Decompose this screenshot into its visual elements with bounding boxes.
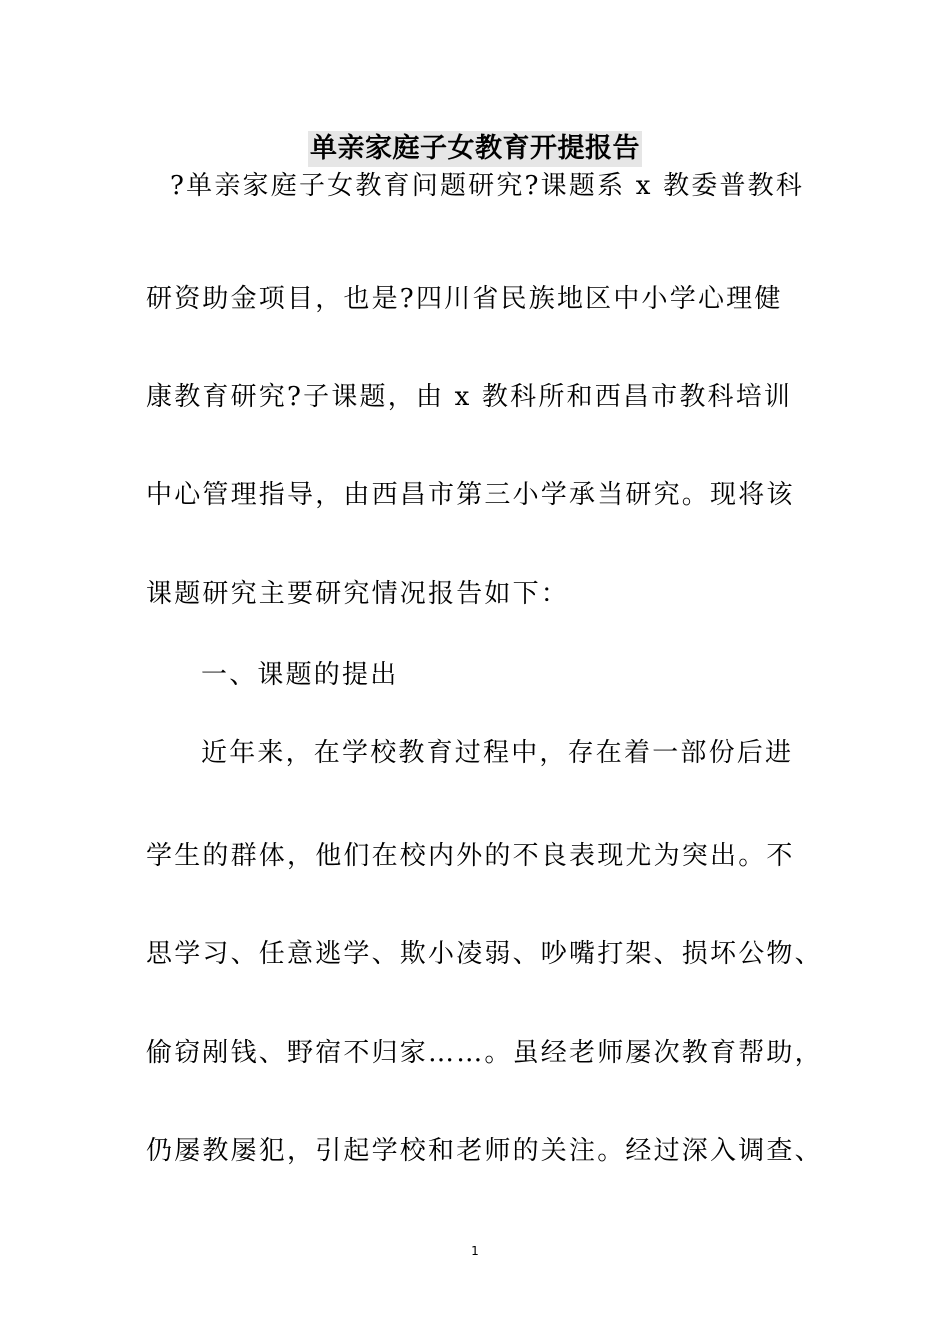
paragraph-line: 思学习、任意逃学、欺小凌弱、吵嘴打架、损坏公物、 <box>146 939 823 969</box>
paragraph-line: 课题研究主要研究情况报告如下： <box>146 579 570 609</box>
paragraph-line: 仍屡教屡犯，引起学校和老师的关注。经过深入调查、 <box>146 1136 823 1166</box>
paragraph-line: 偷窃剐钱、野宿不归家……。虽经老师屡次教育帮助， <box>146 1038 823 1068</box>
paragraph-line: ?单亲家庭子女教育问题研究?课题系 x 教委普教科 <box>170 171 805 201</box>
page-number: 1 <box>471 1244 479 1258</box>
paragraph-line: 康教育研究?子课题，由 x 教科所和西昌市教科培训 <box>146 382 793 412</box>
paragraph-line: 近年来，在学校教育过程中，存在着一部份后进 <box>201 738 794 768</box>
document-title: 单亲家庭子女教育开提报告 <box>308 131 642 167</box>
paragraph-line: 学生的群体，他们在校内外的不良表现尤为突出。不 <box>146 841 795 871</box>
title-container <box>0 131 950 167</box>
paragraph-line: 研资助金项目，也是?四川省民族地区中小学心理健 <box>146 284 783 314</box>
section-heading: 一、课题的提出 <box>201 660 399 690</box>
paragraph-line: 中心管理指导，由西昌市第三小学承当研究。现将该 <box>146 480 795 510</box>
